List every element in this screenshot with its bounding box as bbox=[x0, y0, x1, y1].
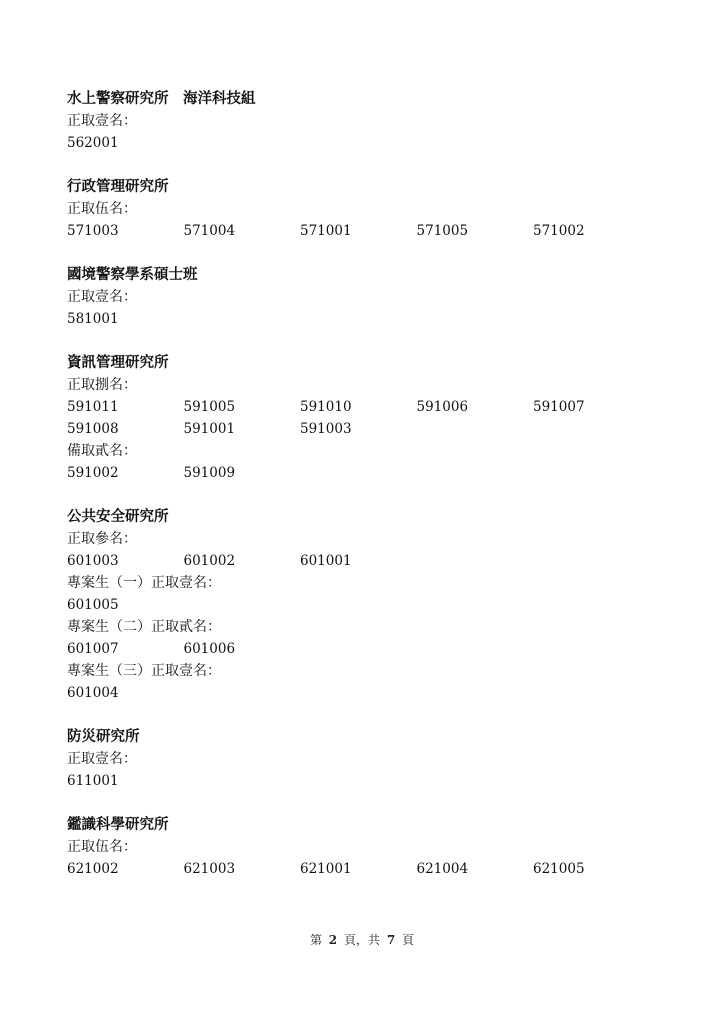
admission-number: 591006 bbox=[416, 399, 469, 415]
admission-number: 581001 bbox=[67, 311, 119, 327]
admission-number-row bbox=[67, 418, 667, 440]
institute-title: 資訊管理研究所 bbox=[67, 355, 169, 371]
footer-total-pages: 7 bbox=[386, 933, 396, 947]
admission-number-row bbox=[67, 132, 667, 154]
footer-suffix: 頁 bbox=[402, 933, 415, 947]
document-body bbox=[67, 88, 667, 880]
admission-number: 621003 bbox=[183, 861, 236, 877]
institute-section bbox=[67, 726, 667, 792]
admission-number-row bbox=[67, 462, 667, 484]
admission-number-row bbox=[67, 220, 667, 242]
admission-quota-label: 正取壹名： bbox=[67, 113, 137, 129]
admission-number-row bbox=[67, 308, 667, 330]
admission-number: 621001 bbox=[300, 861, 352, 877]
admission-number: 601007 bbox=[67, 641, 119, 657]
footer-prefix: 第 bbox=[309, 933, 322, 947]
institute-section bbox=[67, 506, 667, 704]
admission-number: 591003 bbox=[300, 421, 352, 437]
admission-number: 591005 bbox=[183, 399, 236, 415]
institute-section bbox=[67, 176, 667, 242]
institute-section bbox=[67, 814, 667, 880]
admission-number: 601002 bbox=[183, 553, 236, 569]
admission-number: 621005 bbox=[533, 861, 585, 877]
admission-number-row bbox=[67, 638, 667, 660]
admission-number: 571003 bbox=[67, 223, 119, 239]
admission-number: 591010 bbox=[300, 399, 352, 415]
institute-title: 國境警察學系碩士班 bbox=[67, 267, 198, 283]
admission-quota-label: 正取參名： bbox=[67, 531, 137, 547]
admission-number: 601005 bbox=[67, 597, 119, 613]
admission-number: 571001 bbox=[300, 223, 352, 239]
admission-number: 591008 bbox=[67, 421, 119, 437]
institute-section bbox=[67, 352, 667, 484]
institute-title: 行政管理研究所 bbox=[67, 179, 169, 195]
admission-quota-label: 備取貳名： bbox=[67, 443, 137, 459]
institute-title: 公共安全研究所 bbox=[67, 509, 169, 525]
admission-quota-label: 正取壹名： bbox=[67, 751, 137, 767]
admission-quota-label: 正取壹名： bbox=[67, 289, 137, 305]
admission-number: 562001 bbox=[67, 135, 119, 151]
admission-number: 621004 bbox=[416, 861, 469, 877]
admission-number: 601006 bbox=[183, 641, 236, 657]
admission-number: 571005 bbox=[416, 223, 469, 239]
institute-title: 水上警察研究所 海洋科技組 bbox=[67, 91, 256, 107]
admission-number-row bbox=[67, 396, 667, 418]
admission-number: 611001 bbox=[67, 773, 119, 789]
admission-number: 571002 bbox=[533, 223, 585, 239]
institute-section bbox=[67, 264, 667, 330]
institute-title: 防災研究所 bbox=[67, 729, 140, 745]
admission-number: 601004 bbox=[67, 685, 119, 701]
institute-title: 鑑識科學研究所 bbox=[67, 817, 169, 833]
admission-number: 601001 bbox=[300, 553, 352, 569]
admission-number-row bbox=[67, 682, 667, 704]
admission-number: 591002 bbox=[67, 465, 119, 481]
admission-number: 591011 bbox=[67, 399, 119, 415]
admission-number: 601003 bbox=[67, 553, 119, 569]
admission-number: 621002 bbox=[67, 861, 119, 877]
admission-quota-label: 正取捌名： bbox=[67, 377, 137, 393]
admission-quota-label: 正取伍名： bbox=[67, 839, 137, 855]
admission-quota-label: 專案生（二）正取貳名： bbox=[67, 619, 221, 635]
admission-number: 591001 bbox=[183, 421, 236, 437]
footer-middle: 頁，共 bbox=[343, 933, 380, 947]
admission-quota-label: 專案生（一）正取壹名： bbox=[67, 575, 221, 591]
admission-number: 591009 bbox=[183, 465, 236, 481]
admission-quota-label: 專案生（三）正取壹名： bbox=[67, 663, 221, 679]
admission-number: 571004 bbox=[183, 223, 236, 239]
admission-number-row bbox=[67, 858, 667, 880]
admission-number-row bbox=[67, 770, 667, 792]
admission-number-row bbox=[67, 594, 667, 616]
admission-number: 591007 bbox=[533, 399, 585, 415]
footer-page-number: 2 bbox=[328, 933, 338, 947]
page-footer bbox=[0, 931, 724, 949]
institute-section bbox=[67, 88, 667, 154]
admission-quota-label: 正取伍名： bbox=[67, 201, 137, 217]
admission-number-row bbox=[67, 550, 667, 572]
